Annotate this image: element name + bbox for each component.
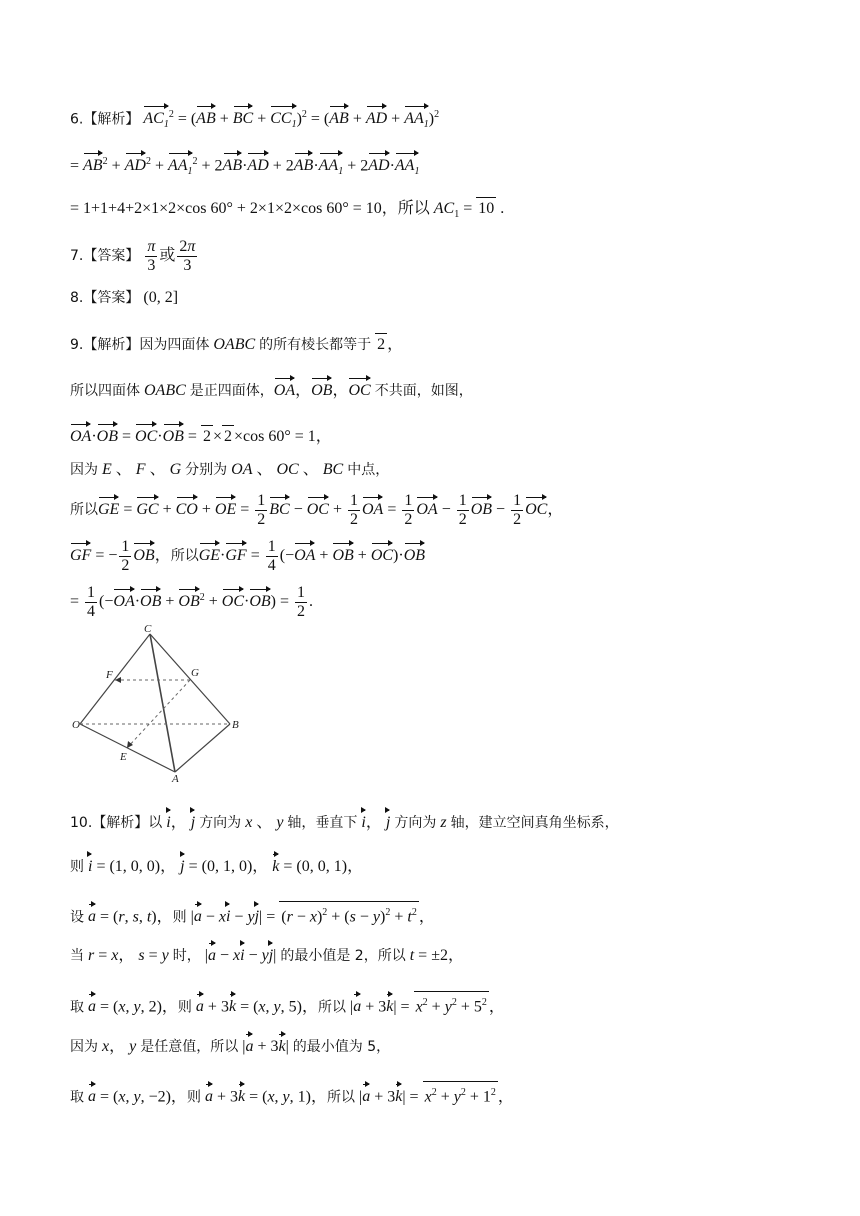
q10-line-5: 取 a = (x, y, 2)，则 a + 3k = (x, y, 5)，所以 $|a + 3k| = x^2 + y^2 + 5^2$ ， bbox=[70, 991, 820, 1018]
q6-line-1: 6.【解析】 $AC_1^2 = (AB$ + BC + $CC_1)^2 = (AB$ + AD + $AA_1)^2$ bbox=[70, 104, 820, 137]
q10-line-4: 当 r = x， s = y 时， |a − xi − yj| 的最小值是 2，所以 t = ±2， bbox=[70, 945, 820, 967]
q10-line-3: 设 a = (r, s, t)，则 |a − xi − $yj| = (r - x)^2 + (s - y)^2 + t^2$ ， bbox=[70, 901, 820, 928]
q9-line-4: 因为 E 、 F 、 G 分别为 OA 、 OC 、 BC 中点， bbox=[70, 461, 390, 478]
q10-line-2: 则 i = (1, 0, 0)， j = (0, 1, 0)， k = (0, 0, 1)， bbox=[70, 856, 820, 878]
q9-line-7: = $\frac{1}{4}$ $(-OA\cdot OB + OB^2 + OC\cdot OB)$ = $\frac{1}{2}$ . bbox=[70, 584, 314, 620]
label-A: A bbox=[172, 773, 179, 784]
q9-line-6: GF = − $\frac{1}{2}$ OB，所以GE·GF = $\frac{1}{4}$ (−OA + OB + OC)·OB bbox=[70, 538, 426, 574]
q6-line-3: = 1+1+4+2×1×2×cos 60° + 2×1×2×cos 60° = 10，所以 $AC_1 = 10$ . bbox=[70, 197, 820, 226]
q7-line: 7.【答案】 $\frac{\pi}{3}$ 或 $\frac{2\pi}{3}$ bbox=[70, 238, 196, 274]
label-C: C bbox=[144, 624, 152, 635]
q8-line: 8.【答案】 (0, 2] bbox=[70, 289, 179, 306]
tetrahedron-figure bbox=[70, 624, 260, 784]
label-E: E bbox=[120, 751, 127, 763]
q10-line-7: 取 a = (x, y, −2)，则 a + 3k = (x, y, 1)，所以 $|a + 3k| = x^2 + y^2 + 1^2$ ， bbox=[70, 1081, 820, 1108]
q10-line-6: 因为 x， y 是任意值，所以 |a + 3k| 的最小值为 5， bbox=[70, 1036, 820, 1058]
q6-line-2: = $AB^2 + AD^2 + AA_1^2 + 2AB\cdot AD + 2AB\cdot AA_1 + 2AD\cdot AA_1$ bbox=[70, 151, 820, 184]
q9-line-1: 9.【解析】因为四面体 OABC 的所有棱长都等于 2 ， bbox=[70, 333, 820, 356]
tetrahedron-diagram bbox=[70, 624, 260, 784]
label-F: F bbox=[106, 669, 113, 681]
label-G: G bbox=[191, 667, 199, 679]
q10-line-1: 10.【解析】以 i， j 方向为 x 、 y 轴，垂直下 i， j 方向为 z 轴，建立空间真角坐标系， bbox=[70, 812, 820, 834]
q9-line-5: 所以GE = GC + CO + OE = $\frac{1}{2}$ BC − OC + $\frac{1}{2}$ OA = $\frac{1}{2}$ OA − $\frac{1}{2}$ OB − $\frac{1}{2}$ OC， bbox=[70, 492, 564, 528]
label-O: O bbox=[72, 719, 80, 731]
label-B: B bbox=[232, 719, 239, 731]
q9-line-3: OA·OB = OC·OB = 2 × 2 ×cos 60° = 1， bbox=[70, 425, 820, 448]
q9-line-2: 所以四面体 OABC 是正四面体，OA，OB，OC 不共面，如图， bbox=[70, 380, 820, 402]
